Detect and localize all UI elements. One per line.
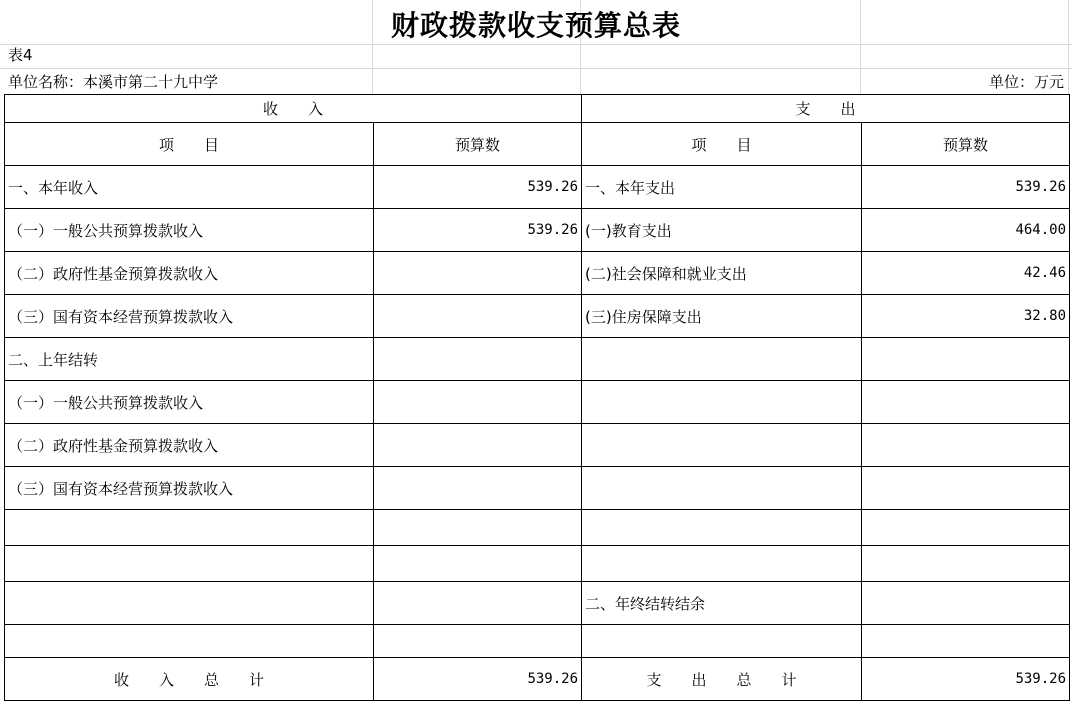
table-row <box>5 381 1070 424</box>
table-row <box>5 252 1070 295</box>
expense-item-cell[interactable] <box>582 381 862 424</box>
expense-item-cell[interactable]: (一)教育支出 <box>582 209 862 252</box>
expense-amount-cell[interactable] <box>862 424 1070 467</box>
income-item-cell[interactable]: （三）国有资本经营预算拨款收入 <box>5 467 374 510</box>
income-item-cell[interactable] <box>5 510 374 546</box>
expense-amount-cell[interactable]: 32.80 <box>862 295 1070 338</box>
expense-section-header[interactable]: 支 出 <box>582 95 1070 123</box>
income-amount-cell[interactable] <box>374 467 582 510</box>
table-number[interactable]: 表4 <box>8 46 33 64</box>
table-title[interactable]: 财政拨款收支预算总表 <box>390 9 681 42</box>
table-row <box>5 510 1070 546</box>
table-row <box>5 295 1070 338</box>
expense-item-cell[interactable] <box>582 338 862 381</box>
expense-total-amount[interactable]: 539.26 <box>862 658 1070 701</box>
expense-item-cell[interactable]: 二、年终结转结余 <box>582 582 862 625</box>
table-row <box>5 424 1070 467</box>
table-row <box>5 546 1070 582</box>
income-item-cell[interactable]: 二、上年结转 <box>5 338 374 381</box>
income-amount-header[interactable]: 预算数 <box>374 123 582 166</box>
income-item-header[interactable]: 项 目 <box>5 123 374 166</box>
income-total-label[interactable]: 收 入 总 计 <box>5 658 374 701</box>
income-item-cell[interactable]: （一）一般公共预算拨款收入 <box>5 209 374 252</box>
expense-amount-cell[interactable]: 539.26 <box>862 166 1070 209</box>
income-amount-cell[interactable] <box>374 510 582 546</box>
income-item-cell[interactable] <box>5 625 374 658</box>
income-section-header[interactable]: 收 入 <box>5 95 582 123</box>
expense-amount-cell[interactable]: 42.46 <box>862 252 1070 295</box>
totals-row <box>5 658 1070 701</box>
expense-amount-header[interactable]: 预算数 <box>862 123 1070 166</box>
income-amount-cell[interactable] <box>374 625 582 658</box>
expense-item-cell[interactable]: (二)社会保障和就业支出 <box>582 252 862 295</box>
income-amount-cell[interactable] <box>374 546 582 582</box>
expense-amount-cell[interactable] <box>862 381 1070 424</box>
table-row <box>5 582 1070 625</box>
income-item-cell[interactable]: 一、本年收入 <box>5 166 374 209</box>
income-item-cell[interactable] <box>5 546 374 582</box>
currency-unit[interactable]: 单位：万元 <box>988 73 1064 91</box>
expense-amount-cell[interactable] <box>862 582 1070 625</box>
column-header-row <box>5 123 1070 166</box>
income-total-amount[interactable]: 539.26 <box>374 658 582 701</box>
expense-item-header[interactable]: 项 目 <box>582 123 862 166</box>
budget-table <box>4 94 1070 701</box>
income-amount-cell[interactable]: 539.26 <box>374 209 582 252</box>
expense-item-cell[interactable] <box>582 625 862 658</box>
income-item-cell[interactable]: （一）一般公共预算拨款收入 <box>5 381 374 424</box>
expense-item-cell[interactable]: 一、本年支出 <box>582 166 862 209</box>
expense-amount-cell[interactable] <box>862 467 1070 510</box>
table-row <box>5 209 1070 252</box>
table-row <box>5 166 1070 209</box>
table-row <box>5 467 1070 510</box>
income-amount-cell[interactable] <box>374 424 582 467</box>
income-item-cell[interactable]: （二）政府性基金预算拨款收入 <box>5 424 374 467</box>
expense-item-cell[interactable] <box>582 424 862 467</box>
expense-amount-cell[interactable]: 464.00 <box>862 209 1070 252</box>
expense-item-cell[interactable] <box>582 510 862 546</box>
income-amount-cell[interactable] <box>374 252 582 295</box>
income-item-cell[interactable]: （二）政府性基金预算拨款收入 <box>5 252 374 295</box>
income-amount-cell[interactable]: 539.26 <box>374 166 582 209</box>
grid-line <box>0 68 1072 69</box>
expense-item-cell[interactable] <box>582 546 862 582</box>
income-amount-cell[interactable] <box>374 338 582 381</box>
income-amount-cell[interactable] <box>374 295 582 338</box>
income-amount-cell[interactable] <box>374 582 582 625</box>
expense-amount-cell[interactable] <box>862 510 1070 546</box>
expense-amount-cell[interactable] <box>862 546 1070 582</box>
income-item-cell[interactable]: （三）国有资本经营预算拨款收入 <box>5 295 374 338</box>
table-row <box>5 338 1070 381</box>
income-amount-cell[interactable] <box>374 381 582 424</box>
section-header-row <box>5 95 1070 123</box>
expense-total-label[interactable]: 支 出 总 计 <box>582 658 862 701</box>
expense-item-cell[interactable]: (三)住房保障支出 <box>582 295 862 338</box>
table-row <box>5 625 1070 658</box>
expense-item-cell[interactable] <box>582 467 862 510</box>
expense-amount-cell[interactable] <box>862 625 1070 658</box>
income-item-cell[interactable] <box>5 582 374 625</box>
unit-name[interactable]: 单位名称：本溪市第二十九中学 <box>8 73 219 91</box>
expense-amount-cell[interactable] <box>862 338 1070 381</box>
